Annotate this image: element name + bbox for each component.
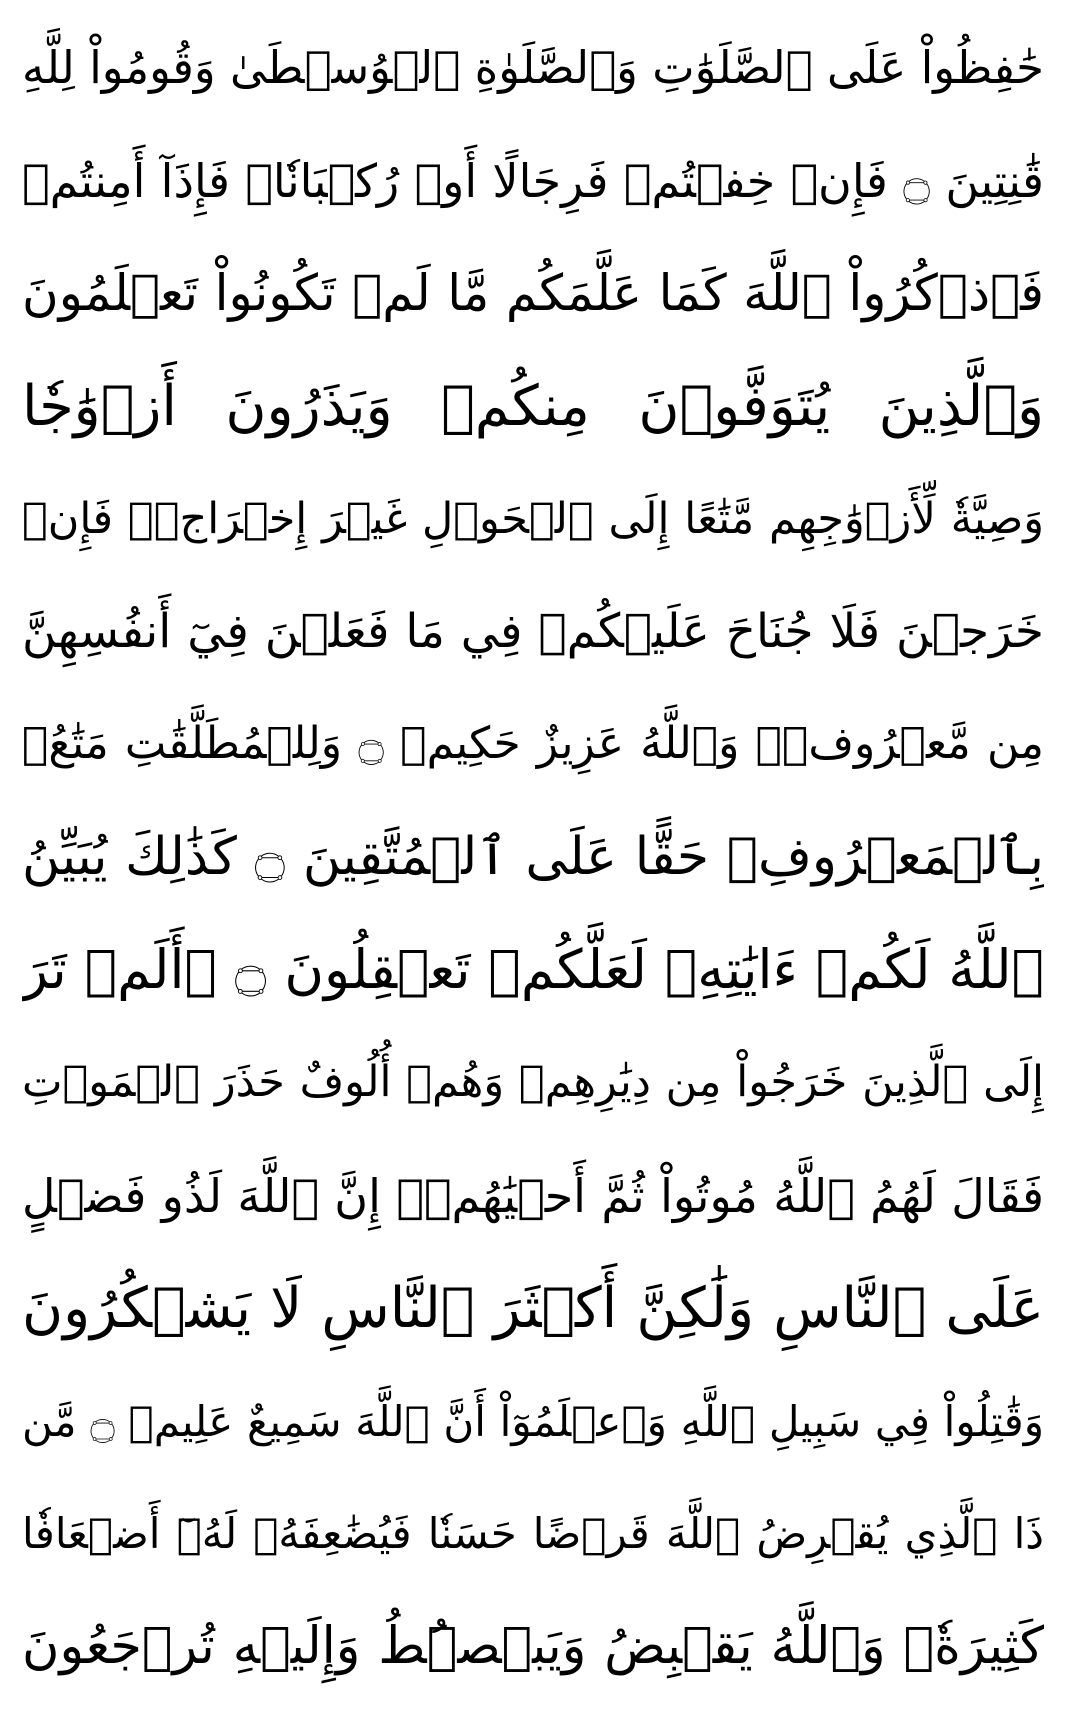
text-line [22,1597,1044,1697]
text-block [22,18,1044,1697]
text-line [22,1371,1044,1471]
text-line [22,1033,1044,1133]
line-text: ٱللَّهُ لَكُمۡ ءَايَٰتِهِۦ لَعَلَّكُمۡ تَعۡقِلُونَ ۝ ۞أَلَمۡ تَرَ [22,938,1044,1002]
text-line [22,695,1044,795]
line-text: إِلَى ٱلَّذِينَ خَرَجُواْ مِن دِيَٰرِهِمۡ وَهُمۡ أُلُوفٌ حَذَرَ ٱلۡمَوۡتِ [22,1057,1044,1108]
text-line [22,807,1044,907]
line-text: قَٰنِتِينَ ۝ فَإِنۡ خِفۡتُمۡ فَرِجَالًا أَوۡ رُكۡبَانٗاۖ فَإِذَآ أَمِنتُمۡ [22,153,1044,208]
text-line [22,469,1044,569]
line-text: كَثِيرَةٗۚ وَٱللَّهُ يَقۡبِضُ وَيَبۡصُۜطُ وَإِلَيۡهِ تُرۡجَعُونَ [22,1616,1044,1676]
line-text: ذَا ٱلَّذِي يُقۡرِضُ ٱللَّهَ قَرۡضًا حَسَنٗا فَيُضَٰعِفَهُۥ لَهُۥٓ أَضۡعَافٗا [22,1509,1044,1559]
line-text: فَقَالَ لَهُمُ ٱللَّهُ مُوتُواْ ثُمَّ أَحۡيَٰهُمۡۚ إِنَّ ٱللَّهَ لَذُو فَضۡلٍ [22,1168,1044,1223]
text-line [22,18,1044,118]
line-text: حَٰفِظُواْ عَلَى ٱلصَّلَوَٰتِ وَٱلصَّلَوٰةِ ٱلۡوُسۡطَىٰ وَقُومُواْ لِلَّهِ [22,40,1044,94]
line-text: مِن مَّعۡرُوفٖۗ وَٱللَّهُ عَزِيزٌ حَكِيمٞ ۝ وَلِلۡمُطَلَّقَٰتِ مَتَٰعُۢ [22,718,1044,770]
line-text: وَٱلَّذِينَ يُتَوَفَّوۡنَ مِنكُمۡ وَيَذَرُونَ أَزۡوَٰجٗا [22,373,1044,439]
text-line [22,920,1044,1020]
line-text: بِٱلۡمَعۡرُوفِۖ حَقًّا عَلَى ٱلۡمُتَّقِينَ ۝ كَذَٰلِكَ يُبَيِّنُ [22,827,1044,888]
text-line [22,1484,1044,1584]
line-text: وَقَٰتِلُواْ فِي سَبِيلِ ٱللَّهِ وَٱعۡلَمُوٓاْ أَنَّ ٱللَّهَ سَمِيعٌ عَلِيمٞ ۝ مَّن [22,1396,1044,1446]
text-line [22,1146,1044,1246]
line-text: فَٱذۡكُرُواْ ٱللَّهَ كَمَا عَلَّمَكُم مَّا لَمۡ تَكُونُواْ تَعۡلَمُونَ [22,264,1044,323]
line-text: خَرَجۡنَ فَلَا جُنَاحَ عَلَيۡكُمۡ فِي مَا فَعَلۡنَ فِيٓ أَنفُسِهِنَّ [22,603,1044,659]
text-line [22,244,1044,344]
text-line [22,131,1044,231]
text-line [22,1259,1044,1359]
text-line [22,356,1044,456]
line-text: عَلَى ٱلنَّاسِ وَلَٰكِنَّ أَكۡثَرَ ٱلنَّاسِ لَا يَشۡكُرُونَ [22,1276,1044,1341]
line-text: وَصِيَّةٗ لِّأَزۡوَٰجِهِم مَّتَٰعًا إِلَى ٱلۡحَوۡلِ غَيۡرَ إِخۡرَاجٖۚ فَإِنۡ [22,493,1044,544]
text-line [22,582,1044,682]
